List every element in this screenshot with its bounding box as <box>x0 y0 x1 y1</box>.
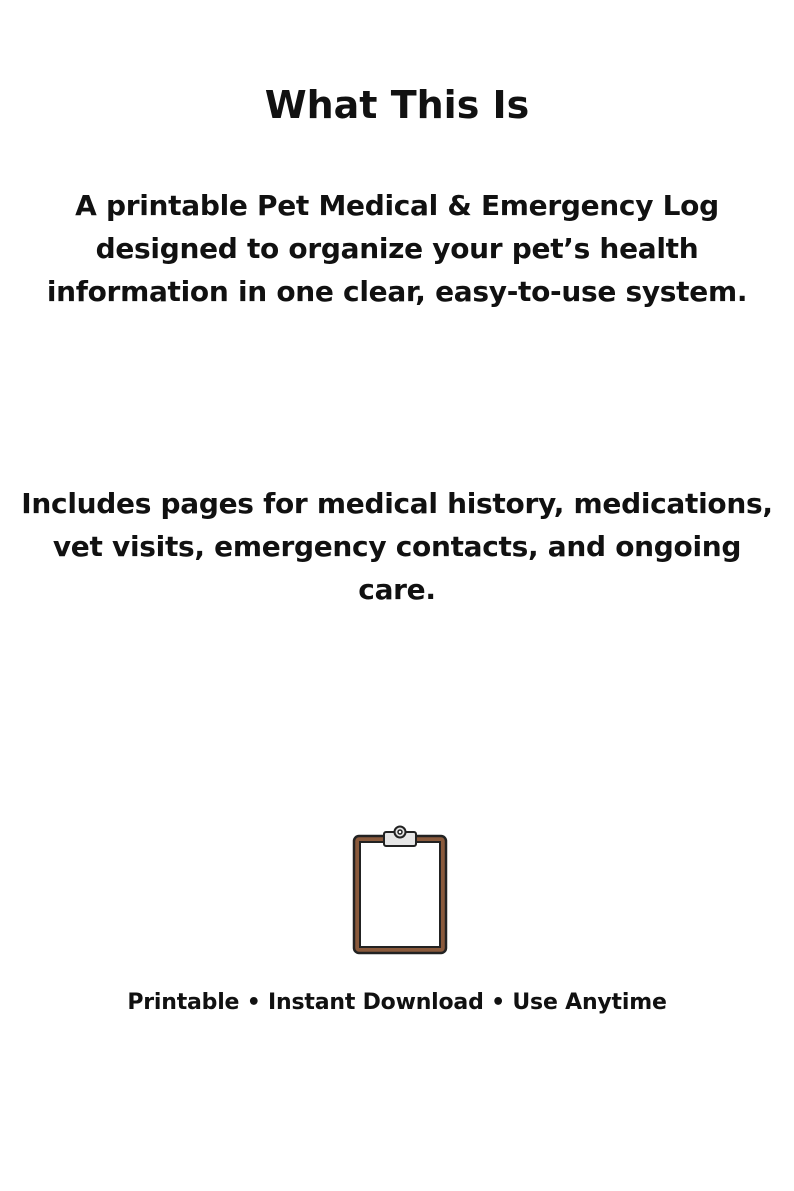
page-title: What This Is <box>264 83 530 127</box>
tagline: Printable • Instant Download • Use Anytime <box>127 990 667 1015</box>
description-paragraph: A printable Pet Medical & Emergency Log designed to organize your pet’s health information in one clear, easy-to-use system. <box>46 189 748 308</box>
clipboard-icon <box>350 824 450 958</box>
includes-paragraph: Includes pages for medical history, medications, vet visits, emergency contacts, and ongoing care. <box>21 487 773 606</box>
